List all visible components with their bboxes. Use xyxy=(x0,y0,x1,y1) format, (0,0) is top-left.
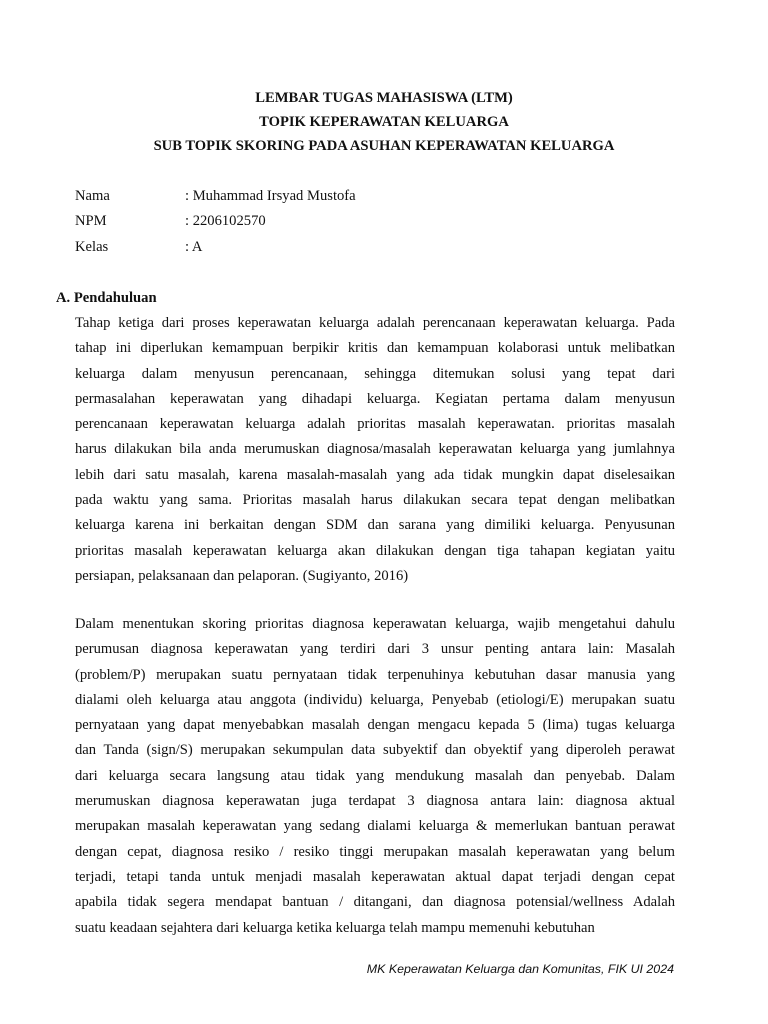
paragraph-line: dialami oleh keluarga atau anggota (individu) keluarga, Penyebab (etiologi/E) merupakan suatu xyxy=(75,691,675,708)
paragraph-line: perumusan diagnosa keperawatan yang terdiri dari 3 unsur penting antara lain: Masalah xyxy=(75,641,675,658)
paragraph-line: pernyataan yang dapat menyebabkan masalah dengan mengacu kepada 5 (lima) tugas keluarga xyxy=(75,717,675,734)
kelas-value: : A xyxy=(185,239,203,255)
paragraph-line: dari keluarga secara langsung atau tidak yang mendukung masalah dan penyebab. Dalam xyxy=(75,767,675,784)
paragraph-skoring xyxy=(75,612,675,941)
topic-title: TOPIK KEPERAWATAN KELUARGA xyxy=(259,114,509,130)
paragraph-line: dengan cepat, diagnosa resiko / resiko tinggi merupakan masalah keperawatan yang belum xyxy=(75,843,675,860)
paragraph-line: perencanaan keperawatan keluarga adalah prioritas masalah keperawatan. prioritas masalah xyxy=(75,416,675,433)
npm-value: : 2206102570 xyxy=(185,213,266,229)
paragraph-line: suatu keadaan sejahtera dari keluarga ketika keluarga telah mampu memenuhi kebutuhan xyxy=(75,919,595,936)
paragraph-line: keluarga dalam menyusun perencanaan, sehingga ditemukan solusi yang tepat dari xyxy=(75,365,675,382)
paragraph-line: terjadi, tetapi tanda untuk menjadi masalah keperawatan aktual dapat terjadi dengan cepat xyxy=(75,868,675,885)
subtopic-title: SUB TOPIK SKORING PADA ASUHAN KEPERAWATAN KELUARGA xyxy=(153,138,615,154)
nama-label: Nama xyxy=(75,188,110,204)
paragraph-line: permasalahan keperawatan yang dihadapi keluarga. Kegiatan pertama dalam menyusun xyxy=(75,390,675,407)
paragraph-line: lebih dari satu masalah, karena masalah-masalah yang ada tidak mungkin dapat diselesaikan xyxy=(75,466,675,483)
paragraph-line: merumuskan diagnosa keperawatan juga terdapat 3 diagnosa antara lain: diagnosa aktual xyxy=(75,793,675,810)
paragraph-intro xyxy=(75,311,675,589)
paragraph-line: (problem/P) merupakan suatu pernyataan tidak terpenuhinya kebutuhan dasar manusia yang xyxy=(75,666,675,683)
paragraph-line: Tahap ketiga dari proses keperawatan keluarga adalah perencanaan keperawatan keluarga. Pada xyxy=(75,315,675,331)
npm-label: NPM xyxy=(75,213,107,229)
document-title: LEMBAR TUGAS MAHASISWA (LTM) xyxy=(255,90,513,106)
paragraph-line: dan Tanda (sign/S) merupakan sekumpulan data subyektif dan obyektif yang diperoleh perawat xyxy=(75,742,675,759)
paragraph-line: keluarga karena ini berkaitan dengan SDM dan sarana yang dimiliki keluarga. Penyusunan xyxy=(75,517,675,534)
paragraph-line: apabila tidak segera mendapat bantuan / ditangani, dan diagnosa potensial/wellness Adalah xyxy=(75,894,675,911)
paragraph-line: Dalam menentukan skoring prioritas diagnosa keperawatan keluarga, wajib mengetahui dahulu xyxy=(75,616,675,632)
paragraph-line: prioritas masalah keperawatan keluarga akan dilakukan dengan tiga tahapan kegiatan yaitu xyxy=(75,542,675,559)
paragraph-line: harus dilakukan bila anda merumuskan diagnosa/masalah keperawatan keluarga yang jumlahnya xyxy=(75,441,675,458)
nama-value: : Muhammad Irsyad Mustofa xyxy=(185,188,356,204)
page-footer: MK Keperawatan Keluarga dan Komunitas, FIK UI 2024 xyxy=(366,962,674,976)
kelas-label: Kelas xyxy=(75,239,109,255)
paragraph-line: tahap ini diperlukan kemampuan berpikir kritis dan kemampuan kolaborasi untuk melibatkan xyxy=(75,340,675,357)
section-heading-pendahuluan: A. Pendahuluan xyxy=(56,290,157,306)
paragraph-line: persiapan, pelaksanaan dan pelaporan. (Sugiyanto, 2016) xyxy=(75,567,409,584)
paragraph-line: pada waktu yang sama. Prioritas masalah harus dilakukan secara tepat dengan melibatkan xyxy=(75,492,675,509)
paragraph-line: merupakan masalah keperawatan yang sedang dialami keluarga & memerlukan bantuan perawat xyxy=(75,818,675,835)
